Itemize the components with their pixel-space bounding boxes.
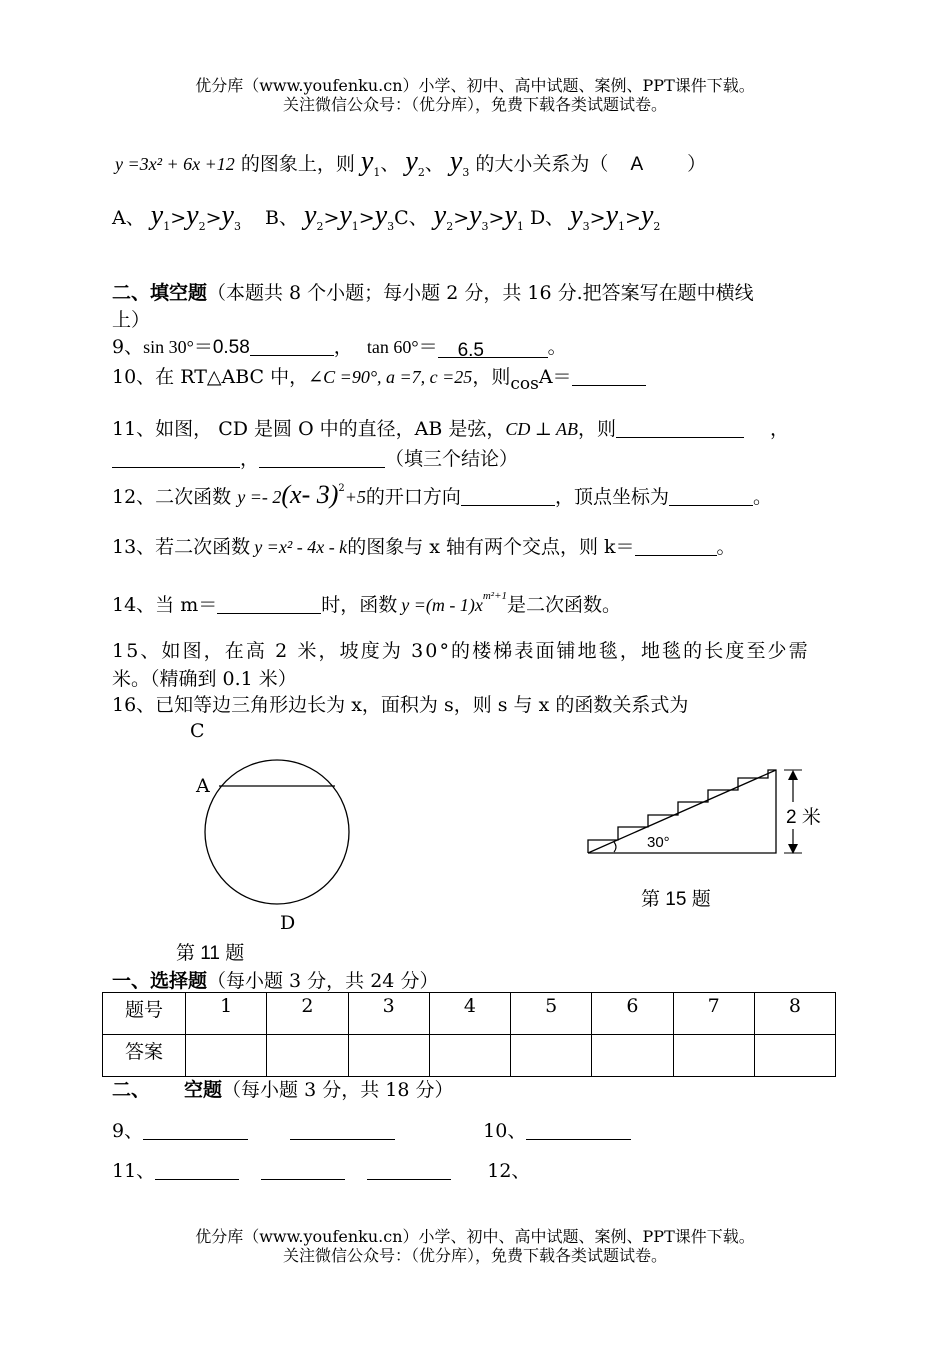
q11-condition: CD ⊥ AB — [505, 419, 579, 439]
option-d-label: D、 — [529, 207, 565, 229]
q11-comma2: ， — [240, 448, 260, 470]
q14-func: y =(m - 1)x — [401, 595, 483, 615]
answer-section2-title-a: 二、 — [112, 1079, 151, 1101]
answer-q11-blank-2[interactable] — [261, 1161, 345, 1180]
answer-section2-title-b: 空题 — [184, 1079, 223, 1101]
q9-val2: 6.5 — [438, 340, 548, 358]
q10-cos: cos — [510, 374, 539, 394]
answer-table-row-answers — [103, 1035, 836, 1077]
answer-section1-desc: （每小题 3 分，共 24 分） — [207, 970, 439, 992]
q13-end: 。 — [716, 536, 736, 558]
fig15-angle-arc — [614, 842, 616, 852]
answer-col-5: 5 — [511, 993, 592, 1035]
fig15-angle-label: 30° — [647, 834, 670, 851]
q12-line: 12、二次函数 y =- 2(x- 3)$^2$+5的开口方向 ，顶点坐标为 。 — [112, 480, 772, 509]
answer-cell-2[interactable] — [267, 1035, 348, 1077]
q14-exponent: m²+1 — [482, 590, 508, 602]
answer-q10-blank[interactable] — [526, 1121, 631, 1140]
option-a-label: A、 — [112, 207, 145, 229]
answer-col-8: 8 — [754, 993, 835, 1035]
answer-table-head-number: 题号 — [103, 993, 186, 1035]
q8-answer: A — [630, 154, 644, 175]
answer-cell-4[interactable] — [429, 1035, 510, 1077]
answer-section2-desc: （每小题 3 分，共 18 分） — [222, 1079, 454, 1101]
answer-line-9-10 — [112, 1116, 631, 1143]
option-b-label: B、 — [264, 207, 298, 229]
q12-func-c: +5 — [344, 487, 366, 507]
fig11-circle-diagram — [195, 750, 360, 915]
q8-text-a: 的图象上，则 — [240, 153, 355, 175]
q10-line — [112, 362, 646, 394]
answer-cell-8[interactable] — [754, 1035, 835, 1077]
q11-comma: ， — [770, 418, 790, 440]
q14-mid: 时，函数 — [321, 594, 398, 616]
answer-table-row-numbers — [103, 993, 836, 1035]
answer-q9-label: 9、 — [112, 1120, 144, 1142]
q10-prefix: 10、在 RT△ABC 中， — [112, 366, 309, 388]
answer-q10-label: 10、 — [483, 1120, 527, 1142]
option-c-label: C、 — [394, 207, 428, 229]
answer-cell-6[interactable] — [592, 1035, 673, 1077]
q11-line-2 — [112, 444, 518, 471]
section2-desc: （本题共 8 个小题；每小题 2 分，共 16 分.把答案写在题中横线 — [207, 282, 754, 304]
fig11-circle — [205, 760, 349, 904]
q13-line — [112, 532, 736, 559]
answer-q9-blank-1[interactable] — [143, 1121, 248, 1140]
fig15-slope — [588, 770, 776, 853]
q14-line — [112, 590, 621, 617]
fig11-label-d: D — [280, 912, 296, 934]
answer-table-head-answer: 答案 — [103, 1035, 186, 1077]
fig15-height-label: 2 米 — [784, 802, 823, 829]
q13-mid: 的图象与 x 轴有两个交点，则 k＝ — [347, 536, 635, 558]
q8-text-b: 的大小关系为（ — [475, 153, 609, 175]
q12-mid2: ，顶点坐标为 — [554, 486, 669, 508]
answer-cell-3[interactable] — [348, 1035, 429, 1077]
q12-mid: 的开口方向 — [365, 486, 461, 508]
q9-line — [112, 332, 567, 359]
answer-col-6: 6 — [592, 993, 673, 1035]
footer-line-1: 优分库（www.youfenku.cn）小学、初中、高中试题、案例、PPT课件下载。 — [195, 1227, 755, 1246]
answer-q11-blank-1[interactable] — [155, 1161, 239, 1180]
q10-tail: A＝ — [538, 366, 572, 388]
q8-options: A、 $y_1>y_2>y_3$ B、 $y_2>y_1>y_3C$、 $y_2>y_3>y_1$ D、 $y_3>y_1>y_2$ — [112, 200, 661, 233]
answer-section1-heading — [112, 966, 438, 993]
fig15-arrow-top — [788, 770, 798, 780]
answer-table — [102, 992, 836, 1077]
q13-prefix: 13、若二次函数 — [112, 536, 251, 558]
answer-cell-5[interactable] — [511, 1035, 592, 1077]
q16-line: 16、已知等边三角形边长为 x，面积为 s，则 s 与 x 的函数关系式为 — [112, 694, 689, 716]
q12-func-a: y =- 2 — [237, 487, 282, 507]
header-line-1: 优分库（www.youfenku.cn）小学、初中、高中试题、案例、PPT课件下载。 — [195, 76, 755, 95]
answer-q11-label: 11、 — [112, 1160, 156, 1182]
q11-note: （填三个结论） — [385, 448, 519, 470]
answer-cell-7[interactable] — [673, 1035, 754, 1077]
q11-line-1 — [112, 414, 789, 441]
q9-eq1: ＝0.58 — [193, 337, 250, 358]
answer-q12-label: 12、 — [487, 1160, 531, 1182]
section2-desc-2: 上） — [112, 309, 151, 331]
fig15-caption: 第 15 题 — [641, 889, 711, 910]
q13-func: y =x² - 4x - k — [254, 537, 348, 557]
q9-eq2: ＝ — [418, 336, 438, 358]
q11-mid: ，则 — [578, 418, 617, 440]
q8-line: y =3x² + 6x +12 的图象上，则 $y_1$、 $y_2$、 $y_3$ 的大小关系为（ A ） — [115, 146, 707, 179]
footer-line-2: 关注微信公众号：（优分库），免费下载各类试题试卷。 — [282, 1246, 667, 1265]
section2-title: 二、填空题 — [112, 282, 208, 304]
answer-col-2: 2 — [267, 993, 348, 1035]
fig11-caption: 第 11 题 — [176, 943, 245, 964]
fig11-label-a: A — [196, 775, 210, 797]
q10-mid: ，则 — [472, 366, 511, 388]
q9-tan: tan 60° — [366, 337, 419, 357]
answer-section2-heading — [112, 1075, 453, 1102]
q9-end: 。 — [547, 336, 567, 358]
answer-col-1: 1 — [186, 993, 267, 1035]
answer-q11-blank-3[interactable] — [367, 1161, 451, 1180]
answer-col-7: 7 — [673, 993, 754, 1035]
answer-q9-blank-2[interactable] — [290, 1121, 395, 1140]
q12-prefix: 12、二次函数 — [112, 486, 232, 508]
fig11-label-c: C — [190, 720, 205, 742]
q15-line-1: 15、如图，在高 2 米，坡度为 30°的楼梯表面铺地毯，地毯的长度至少需 — [112, 640, 810, 662]
header-line-2: 关注微信公众号：（优分库），免费下载各类试题试卷。 — [282, 95, 667, 114]
q14-prefix: 14、当 m＝ — [112, 594, 218, 616]
q14-end: 是二次函数。 — [507, 594, 622, 616]
answer-col-4: 4 — [429, 993, 510, 1035]
q9-sin: sin 30° — [143, 337, 194, 357]
q12-func-b: (x- 3) — [281, 480, 339, 509]
answer-section1-title: 一、选择题 — [112, 970, 208, 992]
q11-prefix: 11、如图， CD 是圆 O 中的直径，AB 是弦， — [112, 418, 506, 440]
q9-sep: ， — [333, 336, 353, 358]
answer-cell-1[interactable] — [186, 1035, 267, 1077]
answer-col-3: 3 — [348, 993, 429, 1035]
q9-num: 9、 — [112, 336, 144, 358]
q15-line-2: 米。（精确到 0.1 米） — [112, 668, 297, 690]
q10-condition: ∠C =90°, a =7, c =25 — [308, 367, 473, 387]
section2-heading — [112, 278, 754, 305]
q8-close: ） — [687, 153, 707, 175]
answer-line-11-12 — [112, 1156, 530, 1183]
q12-end: 。 — [752, 486, 772, 508]
q8-function: y =3x² + 6x +12 — [115, 154, 235, 174]
